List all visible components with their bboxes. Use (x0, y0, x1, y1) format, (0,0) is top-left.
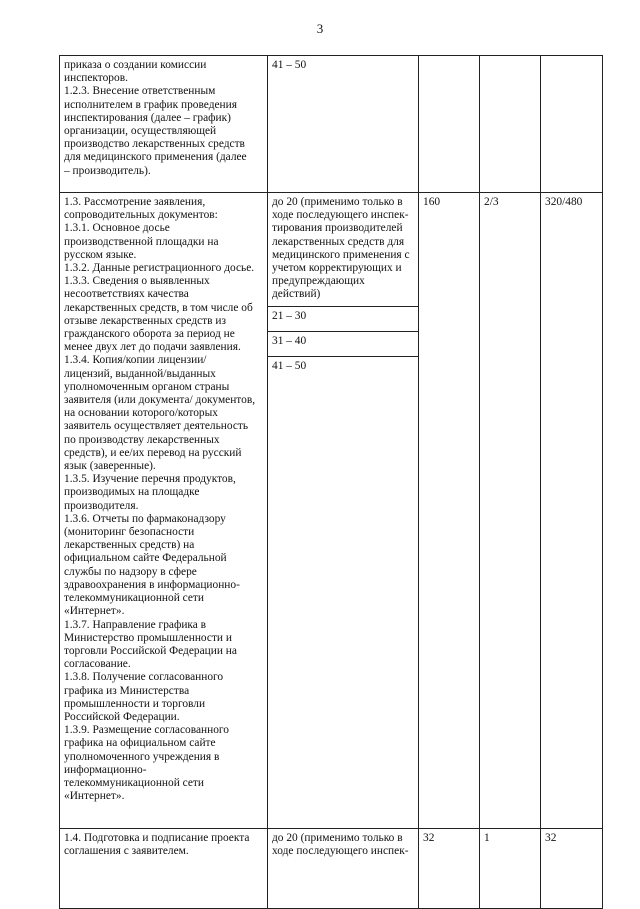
description-cell (60, 829, 268, 909)
duration-option (268, 193, 418, 307)
duration-cell (268, 193, 419, 829)
duration-text: 41 – 50 (272, 360, 307, 372)
value-text: 1 (484, 832, 490, 844)
description-text: 1.4. Подготовка и подписание проекта соглашения с заявителем. (64, 832, 250, 858)
value-text: 32 (423, 832, 435, 844)
duration-text: до 20 (применимо только в ходе последующего инспек- тирования производителей лекарственных средств для медицинского применения с учетом корректирующих и предупреждающих действий) (272, 196, 410, 301)
description-cell (60, 56, 268, 193)
value-cell (541, 56, 603, 193)
value-text: 2/3 (484, 196, 499, 208)
description-text: приказа о создании комиссии инспекторов. 1.2.3. Внесение ответственным исполнителем в график проведения инспектирования (далее – график) организации, осуществляющей производство лекарственных средств для медицинского применения (далее – производитель). (64, 59, 247, 177)
value-cell (480, 193, 541, 829)
table-row (60, 829, 603, 909)
value-cell (419, 56, 480, 193)
description-text: 1.3. Рассмотрение заявления, сопроводительных документов: 1.3.1. Основное досье производственной площадки на русском языке. 1.3.2. Данные регистрационного досье. 1.3.3. Сведения о выявленных несоответствиях качества лекарственных средств, в том числе об отзыве лекарственных средств из гражданского оборота за период не менее двух лет до подачи заявления. 1.3.4. Копия/копии лицензии/ лицензий, выданной/выданных уполномоченным органом страны заявителя (или документа/ документов, на основании которого/которых заявитель осуществляет деятельность по производству лекарственных средств), и ее/их перевод на русский язык (заверенные). 1.3.5. Изучение перечня продуктов, производимых на площадке производителя. 1.3.6. Отчеты по фармаконадзору (мониторинг безопасности лекарственных средств) на официальном сайте Федеральной службы по надзору в сфере здравоохранения в информационно- телекоммуникационной сети «Интернет». 1.3.7. Направление графика в Министерство промышленности и торговли Российской Федерации на согласование. 1.3.8. Получение согласованного графика из Министерства промышленности и торговли Российской Федерации. 1.3.9. Размещение согласованного графика на официальном сайте уполномоченного учреждения в информационно- телекоммуникационной сети «Интернет». (64, 196, 256, 803)
table-row (60, 193, 603, 829)
value-cell (541, 193, 603, 829)
table-row (60, 56, 603, 193)
value-cell (541, 829, 603, 909)
value-text: 32 (545, 832, 557, 844)
duration-option (268, 307, 418, 332)
value-cell (419, 829, 480, 909)
duration-cell (268, 56, 419, 193)
duration-cell (268, 829, 419, 909)
duration-option (268, 332, 418, 357)
work-table (59, 55, 603, 909)
value-text: 320/480 (545, 196, 583, 208)
value-cell (419, 193, 480, 829)
value-cell (480, 829, 541, 909)
duration-text: 41 – 50 (272, 59, 307, 71)
value-cell (480, 56, 541, 193)
page-number: 3 (316, 21, 324, 36)
value-text: 160 (423, 196, 441, 208)
duration-text: 31 – 40 (272, 335, 307, 347)
duration-option (268, 357, 418, 377)
duration-text: 21 – 30 (272, 310, 307, 322)
description-cell (60, 193, 268, 829)
duration-subtable (268, 193, 418, 376)
duration-text: до 20 (применимо только в ходе последующего инспек- (272, 832, 409, 858)
